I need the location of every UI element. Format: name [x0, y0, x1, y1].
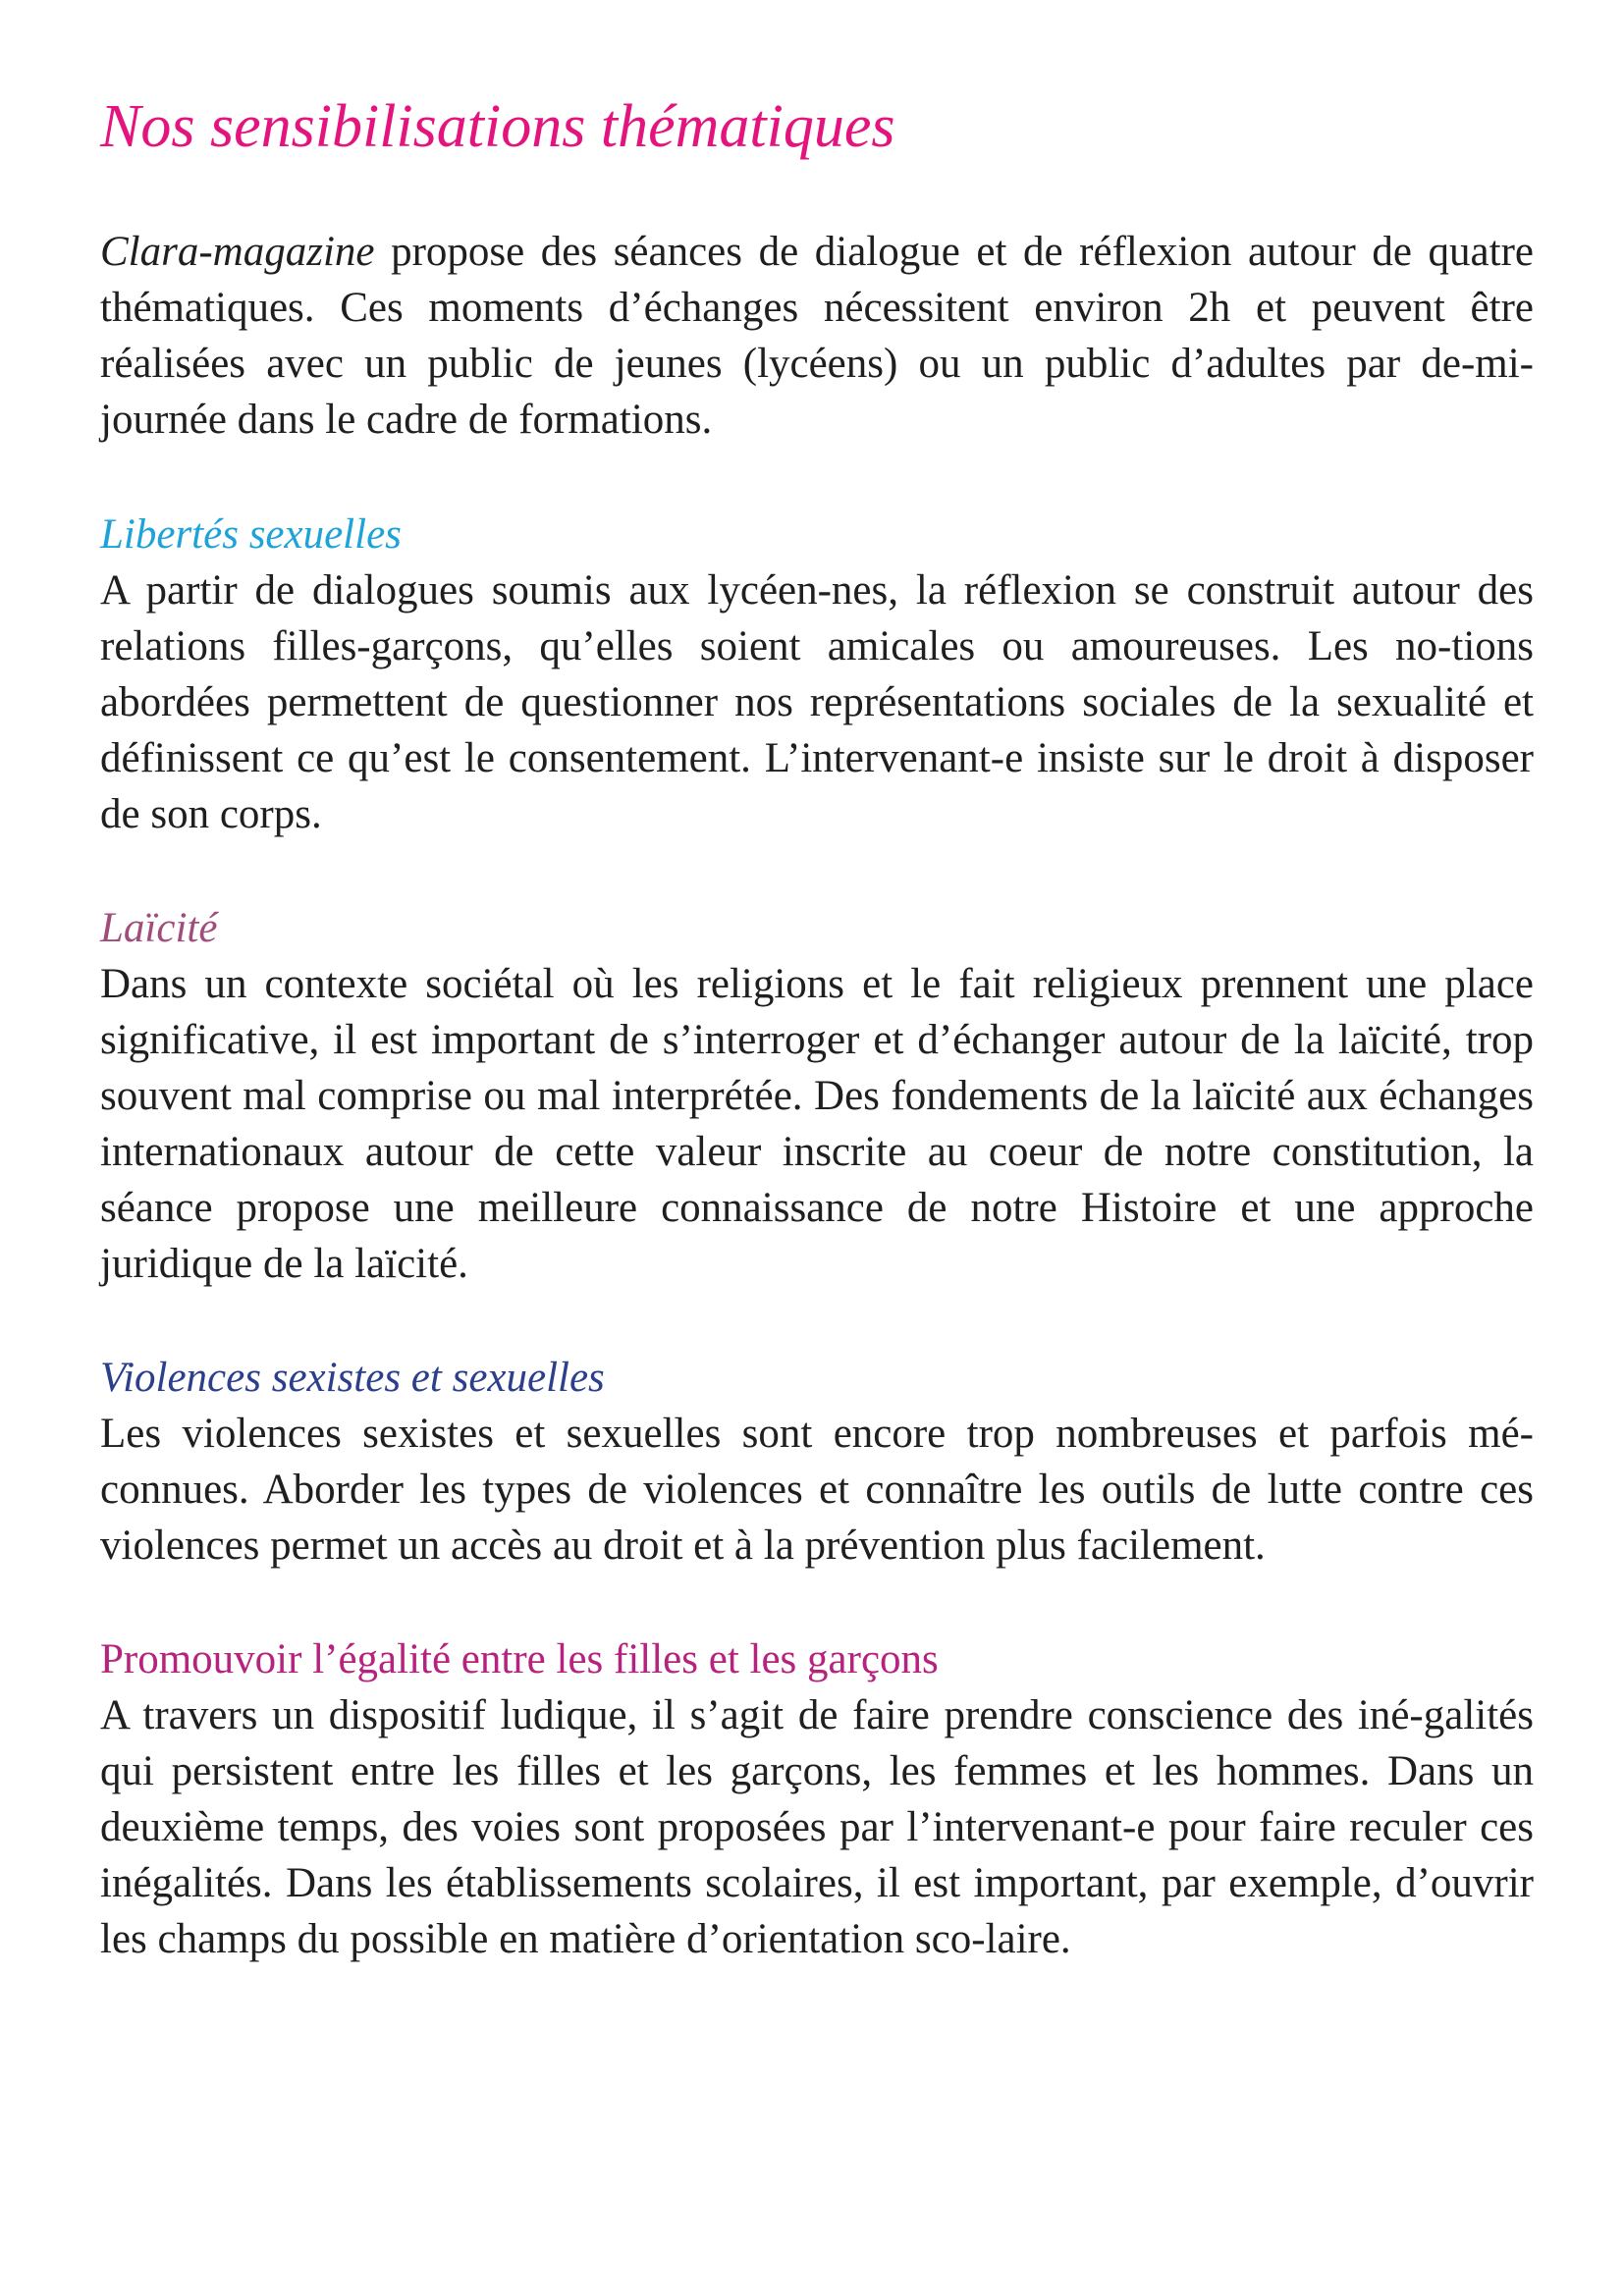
section-laicite: [100, 900, 1534, 1292]
section-violences: [100, 1350, 1534, 1574]
page-title: Nos sensibilisations thématiques: [100, 93, 895, 160]
section-title: Laïcité: [100, 905, 218, 952]
document-page: [100, 90, 1534, 2025]
section-text: Dans un contexte sociétal où les religions et le fait religieux prennent une place significative, il est important de s’interroger et d’échanger autour de la laïcité, trop souvent mal comprise ou mal interprétée. Des fondements de la laïcité aux échanges internationaux autour de cette valeur inscrite au coeur de notre constitution, la séance propose une meilleure connaissance de notre Histoire et une approche juridique de la laïcité.: [100, 961, 1534, 1288]
section-text: A travers un dispositif ludique, il s’agit de faire prendre conscience des iné-galités qui persistent entre les filles et les garçons, les femmes et les hommes. Dans un deuxième temps, des voies sont proposées par l’intervenant-e pour faire reculer ces inégalités. Dans les établissements scolaires, il est important, par exemple, d’ouvrir les champs du possible en matière d’orientation sco-laire.: [100, 1692, 1534, 1963]
section-title: Libertés sexuelles: [100, 511, 402, 559]
magazine-name: Clara-magazine: [100, 229, 375, 276]
section-title: Promouvoir l’égalité entre les filles et les garçons: [100, 1636, 939, 1683]
section-egalite: [100, 1631, 1534, 1967]
section-libertes-sexuelles: [100, 507, 1534, 842]
section-text: Les violences sexistes et sexuelles sont encore trop nombreuses et parfois mé-connues. Aborder les types de violences et connaître les outils de lutte contre ces violences permet un accès au droit et à la prévention plus facilement.: [100, 1411, 1534, 1570]
section-text: A partir de dialogues soumis aux lycéen-nes, la réflexion se construit autour des relations filles-garçons, qu’elles soient amicales ou amoureuses. Les no-tions abordées permettent de questionner nos représentations sociales de la sexualité et définissent ce qu’est le consentement. L’intervenant-e insiste sur le droit à disposer de son corps.: [100, 567, 1534, 838]
section-title: Violences sexistes et sexuelles: [100, 1355, 605, 1402]
intro-text: propose des séances de dialogue et de réflexion autour de quatre thématiques. Ces moments d’échanges nécessitent environ 2h et peuvent être réalisées avec un public de jeunes (lycéens) ou un public d’adultes par de-mi-journée dans le cadre de formations.: [100, 229, 1534, 444]
intro-paragraph: [100, 224, 1534, 448]
